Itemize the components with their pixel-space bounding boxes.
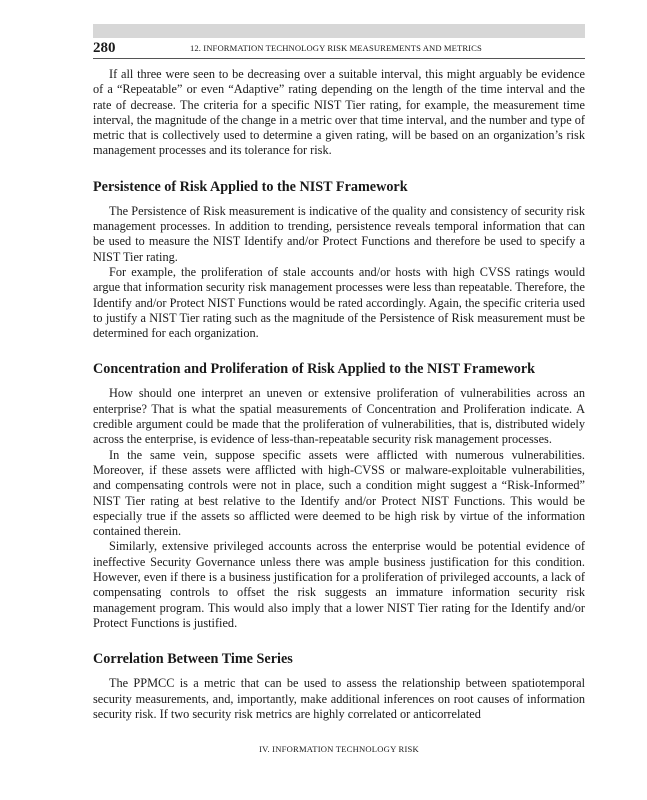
- page-footer: IV. INFORMATION TECHNOLOGY RISK: [259, 744, 419, 754]
- section-heading-correlation: Correlation Between Time Series: [93, 651, 293, 668]
- page-number: 280: [93, 40, 116, 56]
- paragraph: The PPMCC is a metric that can be used to assess the relationship between spatiotemporal security measurements, and, importantly, make additional inferences on root causes of information security risk. If two security risk metrics are highly correlated or anticorrelated: [93, 676, 585, 721]
- paragraph: Similarly, extensive privileged accounts across the enterprise would be potential evidence of ineffective Security Governance unless there was ample business justification for this condition. However, even if there is a business justification for a proliferation of privileged accounts, a lack of compensating controls to offset the risk suggests an immature information security risk management program. This would also imply that a lower NIST Tier rating for the Identify and/or Protect Functions is justified.: [93, 539, 585, 630]
- header-bar: [93, 24, 585, 38]
- page-body: [93, 67, 585, 722]
- intro-paragraph: If all three were seen to be decreasing over a suitable interval, this might arguably be evidence of a “Repeatable” or even “Adaptive” rating depending on the length of the time interval and the rate of decrease. The criteria for a specific NIST Tier rating, for example, the measurement time interval, the magnitude of the change in a metric over that time interval, and the number and type of metric that is collectively used to determine a given rating, will be based on an organization’s risk management processes and its tolerance for risk.: [93, 67, 585, 158]
- paragraph: In the same vein, suppose specific assets were afflicted with numerous vulnerabilities. Moreover, if these assets were afflicted with high-CVSS or malware-exploitable vulnerabilities, and compensating controls were not in place, such a condition might suggest a “Risk-Informed” NIST Tier rating at best relative to the Identify and/or Protect NIST Functions. This would be especially true if the assets so afflicted were deemed to be high risk by virtue of the information contained therein.: [93, 447, 585, 539]
- paragraph: For example, the proliferation of stale accounts and/or hosts with high CVSS ratings would argue that information security risk management processes were less than repeatable. Therefore, the Identify and/or Protect NIST Functions would be rated accordingly. Again, the specific criteria used to justify a NIST Tier rating such as the magnitude of the Persistence of Risk measurement must be determined for each organization.: [93, 264, 585, 341]
- page-header: [93, 38, 585, 59]
- paragraph: The Persistence of Risk measurement is indicative of the quality and consistency of security risk management processes. In addition to trending, persistence reveals temporal information that can be used to measure the NIST Identify and/or Protect Functions and therefore be used to specify a NIST Tier rating.: [93, 203, 585, 264]
- section-heading-concentration: Concentration and Proliferation of Risk Applied to the NIST Framework: [93, 361, 536, 378]
- page: [93, 24, 585, 722]
- paragraph: How should one interpret an uneven or extensive proliferation of vulnerabilities across an enterprise? That is what the spatial measurements of Concentration and Proliferation indicate. A credible argument could be made that the proliferation of vulnerabilities, that is, distributed widely across the enterprise, is evidence of less-than-repeatable security risk management processes.: [93, 386, 585, 447]
- section-heading-persistence: Persistence of Risk Applied to the NIST Framework: [93, 178, 408, 195]
- running-head: 12. INFORMATION TECHNOLOGY RISK MEASUREMENTS AND METRICS: [190, 43, 482, 53]
